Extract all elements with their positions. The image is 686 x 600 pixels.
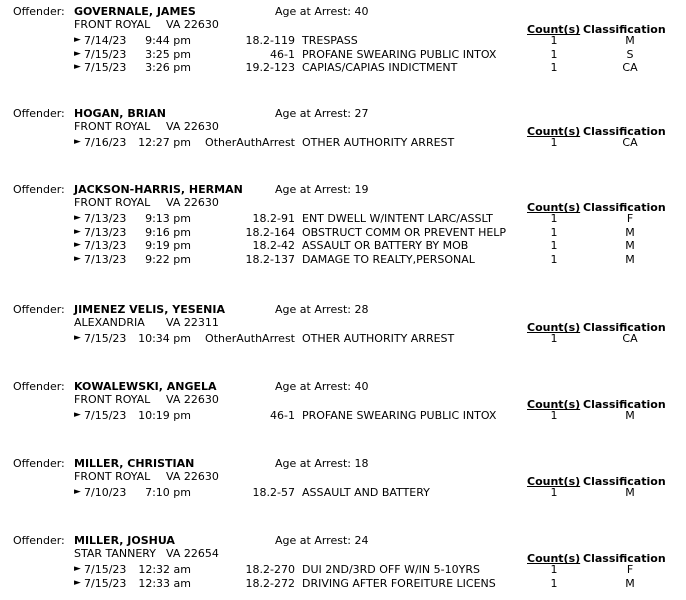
charge-classification: M — [625, 576, 635, 590]
age-value: 18 — [354, 457, 369, 470]
age-at-arrest — [275, 534, 368, 547]
classification-header: Classification — [583, 398, 666, 411]
charge-code: OtherAuthArrest — [205, 136, 295, 149]
age-label: Age at Arrest: — [275, 303, 355, 316]
charge-row — [0, 253, 686, 266]
charge-date: 7/13/23 — [84, 225, 127, 239]
charge-code: 18.2-119 — [245, 34, 295, 47]
charge-row — [0, 409, 686, 422]
charge-count: 1 — [550, 563, 558, 576]
charge-classification: M — [625, 252, 635, 266]
address-state-zip: VA 22630 — [166, 470, 219, 483]
charge-classification: F — [626, 212, 634, 225]
offender-label: Offender: — [13, 183, 65, 196]
charge-time: 12:33 am — [138, 576, 191, 590]
age-label: Age at Arrest: — [275, 534, 355, 547]
address-state-zip: VA 22654 — [166, 547, 219, 560]
charge-count: 1 — [550, 332, 558, 345]
offender-label: Offender: — [13, 380, 65, 393]
age-value: 24 — [354, 534, 369, 547]
arrow-icon: ► — [74, 487, 81, 497]
count-header: Count(s) — [527, 475, 581, 488]
age-at-arrest — [275, 5, 368, 18]
charge-code: 18.2-42 — [252, 239, 295, 252]
charge-description: PROFANE SWEARING PUBLIC INTOX — [302, 47, 497, 61]
age-label: Age at Arrest: — [275, 183, 355, 196]
charge-classification: M — [625, 225, 635, 239]
charge-time: 9:13 pm — [145, 212, 191, 225]
address-state-zip: VA 22630 — [166, 18, 219, 31]
offender-address — [74, 316, 219, 329]
address-city: FRONT ROYAL — [74, 120, 151, 133]
charge-code: 46-1 — [270, 47, 295, 61]
charge-classification: CA — [622, 332, 638, 345]
charge-code: 18.2-57 — [252, 486, 295, 499]
address-state-zip: VA 22311 — [166, 316, 219, 329]
charge-count: 1 — [550, 136, 558, 149]
count-header: Count(s) — [527, 23, 581, 36]
count-header: Count(s) — [527, 552, 581, 565]
charge-count: 1 — [550, 409, 558, 422]
age-value: 40 — [354, 380, 369, 393]
age-value: 27 — [354, 107, 369, 120]
age-at-arrest — [275, 107, 368, 120]
charge-row — [0, 332, 686, 345]
offender-block — [0, 303, 686, 346]
offender-address — [74, 196, 219, 209]
offender-label: Offender: — [13, 303, 65, 316]
offender-name: MILLER, JOSHUA — [74, 534, 175, 547]
charge-description: CAPIAS/CAPIAS INDICTMENT — [302, 61, 458, 74]
count-header: Count(s) — [527, 398, 581, 411]
charge-description: OBSTRUCT COMM OR PREVENT HELP — [302, 225, 507, 239]
charge-date: 7/13/23 — [84, 212, 127, 225]
charge-time: 10:19 pm — [138, 409, 191, 422]
charge-row — [0, 61, 686, 74]
charge-description: DRIVING AFTER FOREITURE LICENS — [302, 576, 496, 590]
charge-code: 18.2-272 — [245, 576, 295, 590]
offender-name: MILLER, CHRISTIAN — [74, 457, 195, 470]
charge-count: 1 — [550, 212, 558, 225]
age-value: 40 — [354, 5, 369, 18]
charge-description: PROFANE SWEARING PUBLIC INTOX — [302, 409, 497, 422]
address-city: STAR TANNERY — [74, 547, 156, 560]
offender-address — [74, 470, 219, 483]
charge-description: DUI 2ND/3RD OFF W/IN 5-10YRS — [302, 563, 480, 576]
charge-time: 9:44 pm — [145, 34, 191, 47]
offender-label: Offender: — [13, 5, 65, 18]
arrow-icon: ► — [74, 333, 81, 343]
charge-classification: F — [626, 563, 634, 576]
offender-name: GOVERNALE, JAMES — [74, 5, 196, 18]
charge-classification: M — [625, 34, 635, 47]
count-header: Count(s) — [527, 321, 581, 334]
charge-time: 12:27 pm — [138, 136, 191, 149]
charge-row — [0, 563, 686, 576]
age-label: Age at Arrest: — [275, 5, 355, 18]
age-value: 28 — [354, 303, 369, 316]
charge-description: ENT DWELL W/INTENT LARC/ASSLT — [302, 212, 493, 225]
charge-date: 7/16/23 — [84, 136, 127, 149]
charge-classification: M — [625, 409, 635, 422]
arrow-icon: ► — [74, 410, 81, 420]
charge-row — [0, 239, 686, 252]
offender-name: JACKSON-HARRIS, HERMAN — [74, 183, 243, 196]
offender-block — [0, 457, 686, 500]
charge-description: DAMAGE TO REALTY,PERSONAL — [302, 252, 475, 266]
classification-header: Classification — [583, 321, 666, 334]
charge-classification: M — [625, 239, 635, 252]
offender-label: Offender: — [13, 457, 65, 470]
address-city: FRONT ROYAL — [74, 18, 151, 31]
charge-description: TRESPASS — [302, 34, 358, 47]
age-label: Age at Arrest: — [275, 457, 355, 470]
charge-count: 1 — [550, 252, 558, 266]
charge-count: 1 — [550, 239, 558, 252]
charge-count: 1 — [550, 486, 558, 499]
charge-time: 9:16 pm — [145, 225, 191, 239]
offender-block — [0, 107, 686, 150]
charge-date: 7/15/23 — [84, 47, 127, 61]
charge-time: 10:34 pm — [138, 332, 191, 345]
age-label: Age at Arrest: — [275, 380, 355, 393]
charge-time: 3:25 pm — [145, 47, 191, 61]
offender-name: JIMENEZ VELIS, YESENIA — [74, 303, 225, 316]
charge-date: 7/15/23 — [84, 409, 127, 422]
count-header: Count(s) — [527, 201, 581, 214]
address-city: FRONT ROYAL — [74, 196, 151, 209]
charge-date: 7/15/23 — [84, 61, 127, 74]
charge-count: 1 — [550, 576, 558, 590]
offender-label: Offender: — [13, 534, 65, 547]
offender-name: HOGAN, BRIAN — [74, 107, 166, 120]
age-at-arrest — [275, 183, 368, 196]
arrow-icon: ► — [74, 240, 81, 250]
charge-row — [0, 48, 686, 61]
charge-time: 12:32 am — [138, 563, 191, 576]
charge-row — [0, 34, 686, 47]
offender-name: KOWALEWSKI, ANGELA — [74, 380, 217, 393]
charge-date: 7/13/23 — [84, 239, 127, 252]
arrow-icon: ► — [74, 48, 81, 59]
charge-time: 7:10 pm — [145, 486, 191, 499]
charge-date: 7/15/23 — [84, 576, 127, 590]
charge-code: 18.2-91 — [252, 212, 295, 225]
offender-address — [74, 547, 219, 560]
charge-date: 7/15/23 — [84, 563, 127, 576]
offender-block — [0, 183, 686, 266]
classification-header: Classification — [583, 23, 666, 36]
charge-code: 18.2-164 — [245, 225, 295, 239]
charge-time: 9:22 pm — [145, 252, 191, 266]
arrow-icon: ► — [74, 577, 81, 588]
classification-header: Classification — [583, 125, 666, 138]
charge-row — [0, 212, 686, 225]
offender-address — [74, 120, 219, 133]
age-value: 19 — [354, 183, 369, 196]
charge-classification: CA — [622, 61, 638, 74]
classification-header: Classification — [583, 475, 666, 488]
charge-row — [0, 486, 686, 499]
offender-block — [0, 534, 686, 590]
charge-date: 7/15/23 — [84, 332, 127, 345]
charge-date: 7/10/23 — [84, 486, 127, 499]
charge-count: 1 — [550, 47, 558, 61]
classification-header: Classification — [583, 552, 666, 565]
address-state-zip: VA 22630 — [166, 393, 219, 406]
offender-block — [0, 5, 686, 75]
charge-time: 9:19 pm — [145, 239, 191, 252]
charge-date: 7/14/23 — [84, 34, 127, 47]
charge-code: OtherAuthArrest — [205, 332, 295, 345]
arrow-icon: ► — [74, 226, 81, 237]
charge-row — [0, 226, 686, 239]
charge-count: 1 — [550, 225, 558, 239]
charge-date: 7/13/23 — [84, 252, 127, 266]
charge-code: 18.2-270 — [245, 563, 295, 576]
arrow-icon: ► — [74, 564, 81, 574]
address-state-zip: VA 22630 — [166, 196, 219, 209]
arrow-icon: ► — [74, 35, 81, 45]
arrow-icon: ► — [74, 62, 81, 72]
charge-description: ASSAULT AND BATTERY — [302, 486, 430, 499]
charge-code: 18.2-137 — [245, 252, 295, 266]
arrow-icon: ► — [74, 213, 81, 223]
charge-code: 46-1 — [270, 409, 295, 422]
charge-description: OTHER AUTHORITY ARREST — [302, 136, 455, 149]
classification-header: Classification — [583, 201, 666, 214]
charge-description: ASSAULT OR BATTERY BY MOB — [302, 239, 469, 252]
address-state-zip: VA 22630 — [166, 120, 219, 133]
charge-time: 3:26 pm — [145, 61, 191, 74]
address-city: FRONT ROYAL — [74, 393, 151, 406]
charge-code: 19.2-123 — [245, 61, 295, 74]
arrow-icon: ► — [74, 253, 81, 264]
offender-label: Offender: — [13, 107, 65, 120]
offender-address — [74, 393, 219, 406]
charge-count: 1 — [550, 34, 558, 47]
age-label: Age at Arrest: — [275, 107, 355, 120]
charge-row — [0, 136, 686, 149]
charge-description: OTHER AUTHORITY ARREST — [302, 332, 455, 345]
charge-classification: CA — [622, 136, 638, 149]
age-at-arrest — [275, 457, 368, 470]
charge-row — [0, 577, 686, 590]
address-city: ALEXANDRIA — [74, 316, 145, 329]
charge-classification: S — [626, 47, 634, 61]
count-header: Count(s) — [527, 125, 581, 138]
offender-block — [0, 380, 686, 423]
charge-classification: M — [625, 486, 635, 499]
age-at-arrest — [275, 380, 368, 393]
address-city: FRONT ROYAL — [74, 470, 151, 483]
offender-address — [74, 18, 219, 31]
arrow-icon: ► — [74, 137, 81, 147]
charge-count: 1 — [550, 61, 558, 74]
age-at-arrest — [275, 303, 368, 316]
